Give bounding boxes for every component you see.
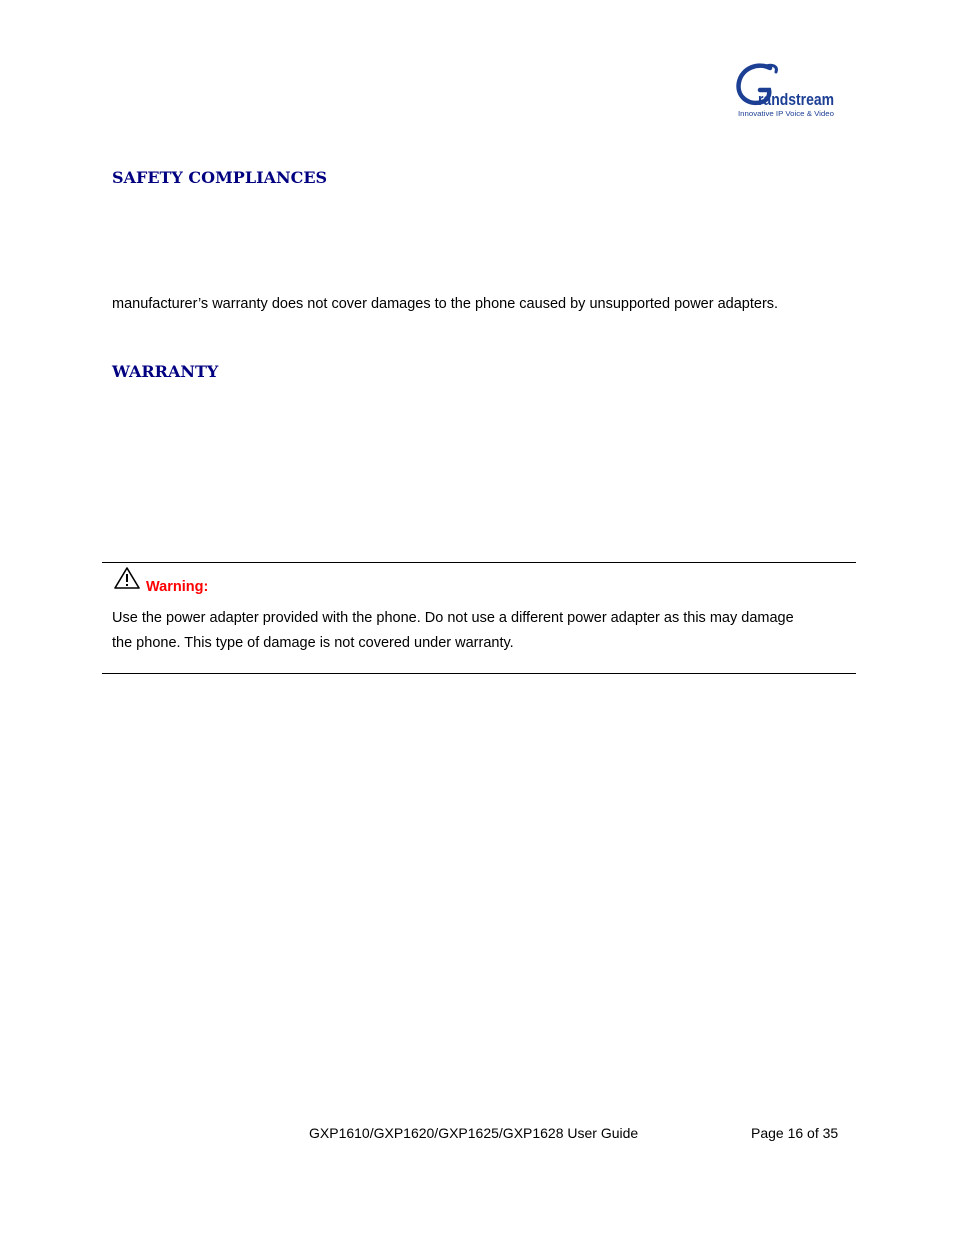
warning-text-line: Use the power adapter provided with the phone. Do not use a different power adapter as this may damage (112, 610, 794, 626)
warning-top-divider (102, 562, 856, 563)
svg-text:Innovative IP Voice & Video: Innovative IP Voice & Video (738, 111, 835, 118)
section-heading-warranty: WARRANTY (112, 362, 219, 381)
warning-header (113, 569, 208, 595)
warning-bottom-divider (102, 673, 856, 674)
grandstream-logo-graphic (736, 62, 836, 118)
safety-compliances-paragraph: manufacturer’s warranty does not cover damages to the phone caused by unsupported power adapters. (112, 296, 779, 312)
section-heading-safety-compliances: SAFETY COMPLIANCES (112, 168, 328, 187)
warning-label: Warning: (146, 579, 209, 595)
warning-text-line: the phone. This type of damage is not covered under warranty. (112, 635, 514, 651)
warning-triangle-icon (113, 566, 141, 595)
svg-text:randstream: randstream (758, 90, 834, 109)
footer-guide-title: GXP1610/GXP1620/GXP1625/GXP1628 User Guide (309, 1125, 639, 1141)
warning-text (112, 606, 852, 656)
grandstream-logo (736, 62, 836, 118)
footer-page-number: Page 16 of 35 (751, 1125, 839, 1141)
